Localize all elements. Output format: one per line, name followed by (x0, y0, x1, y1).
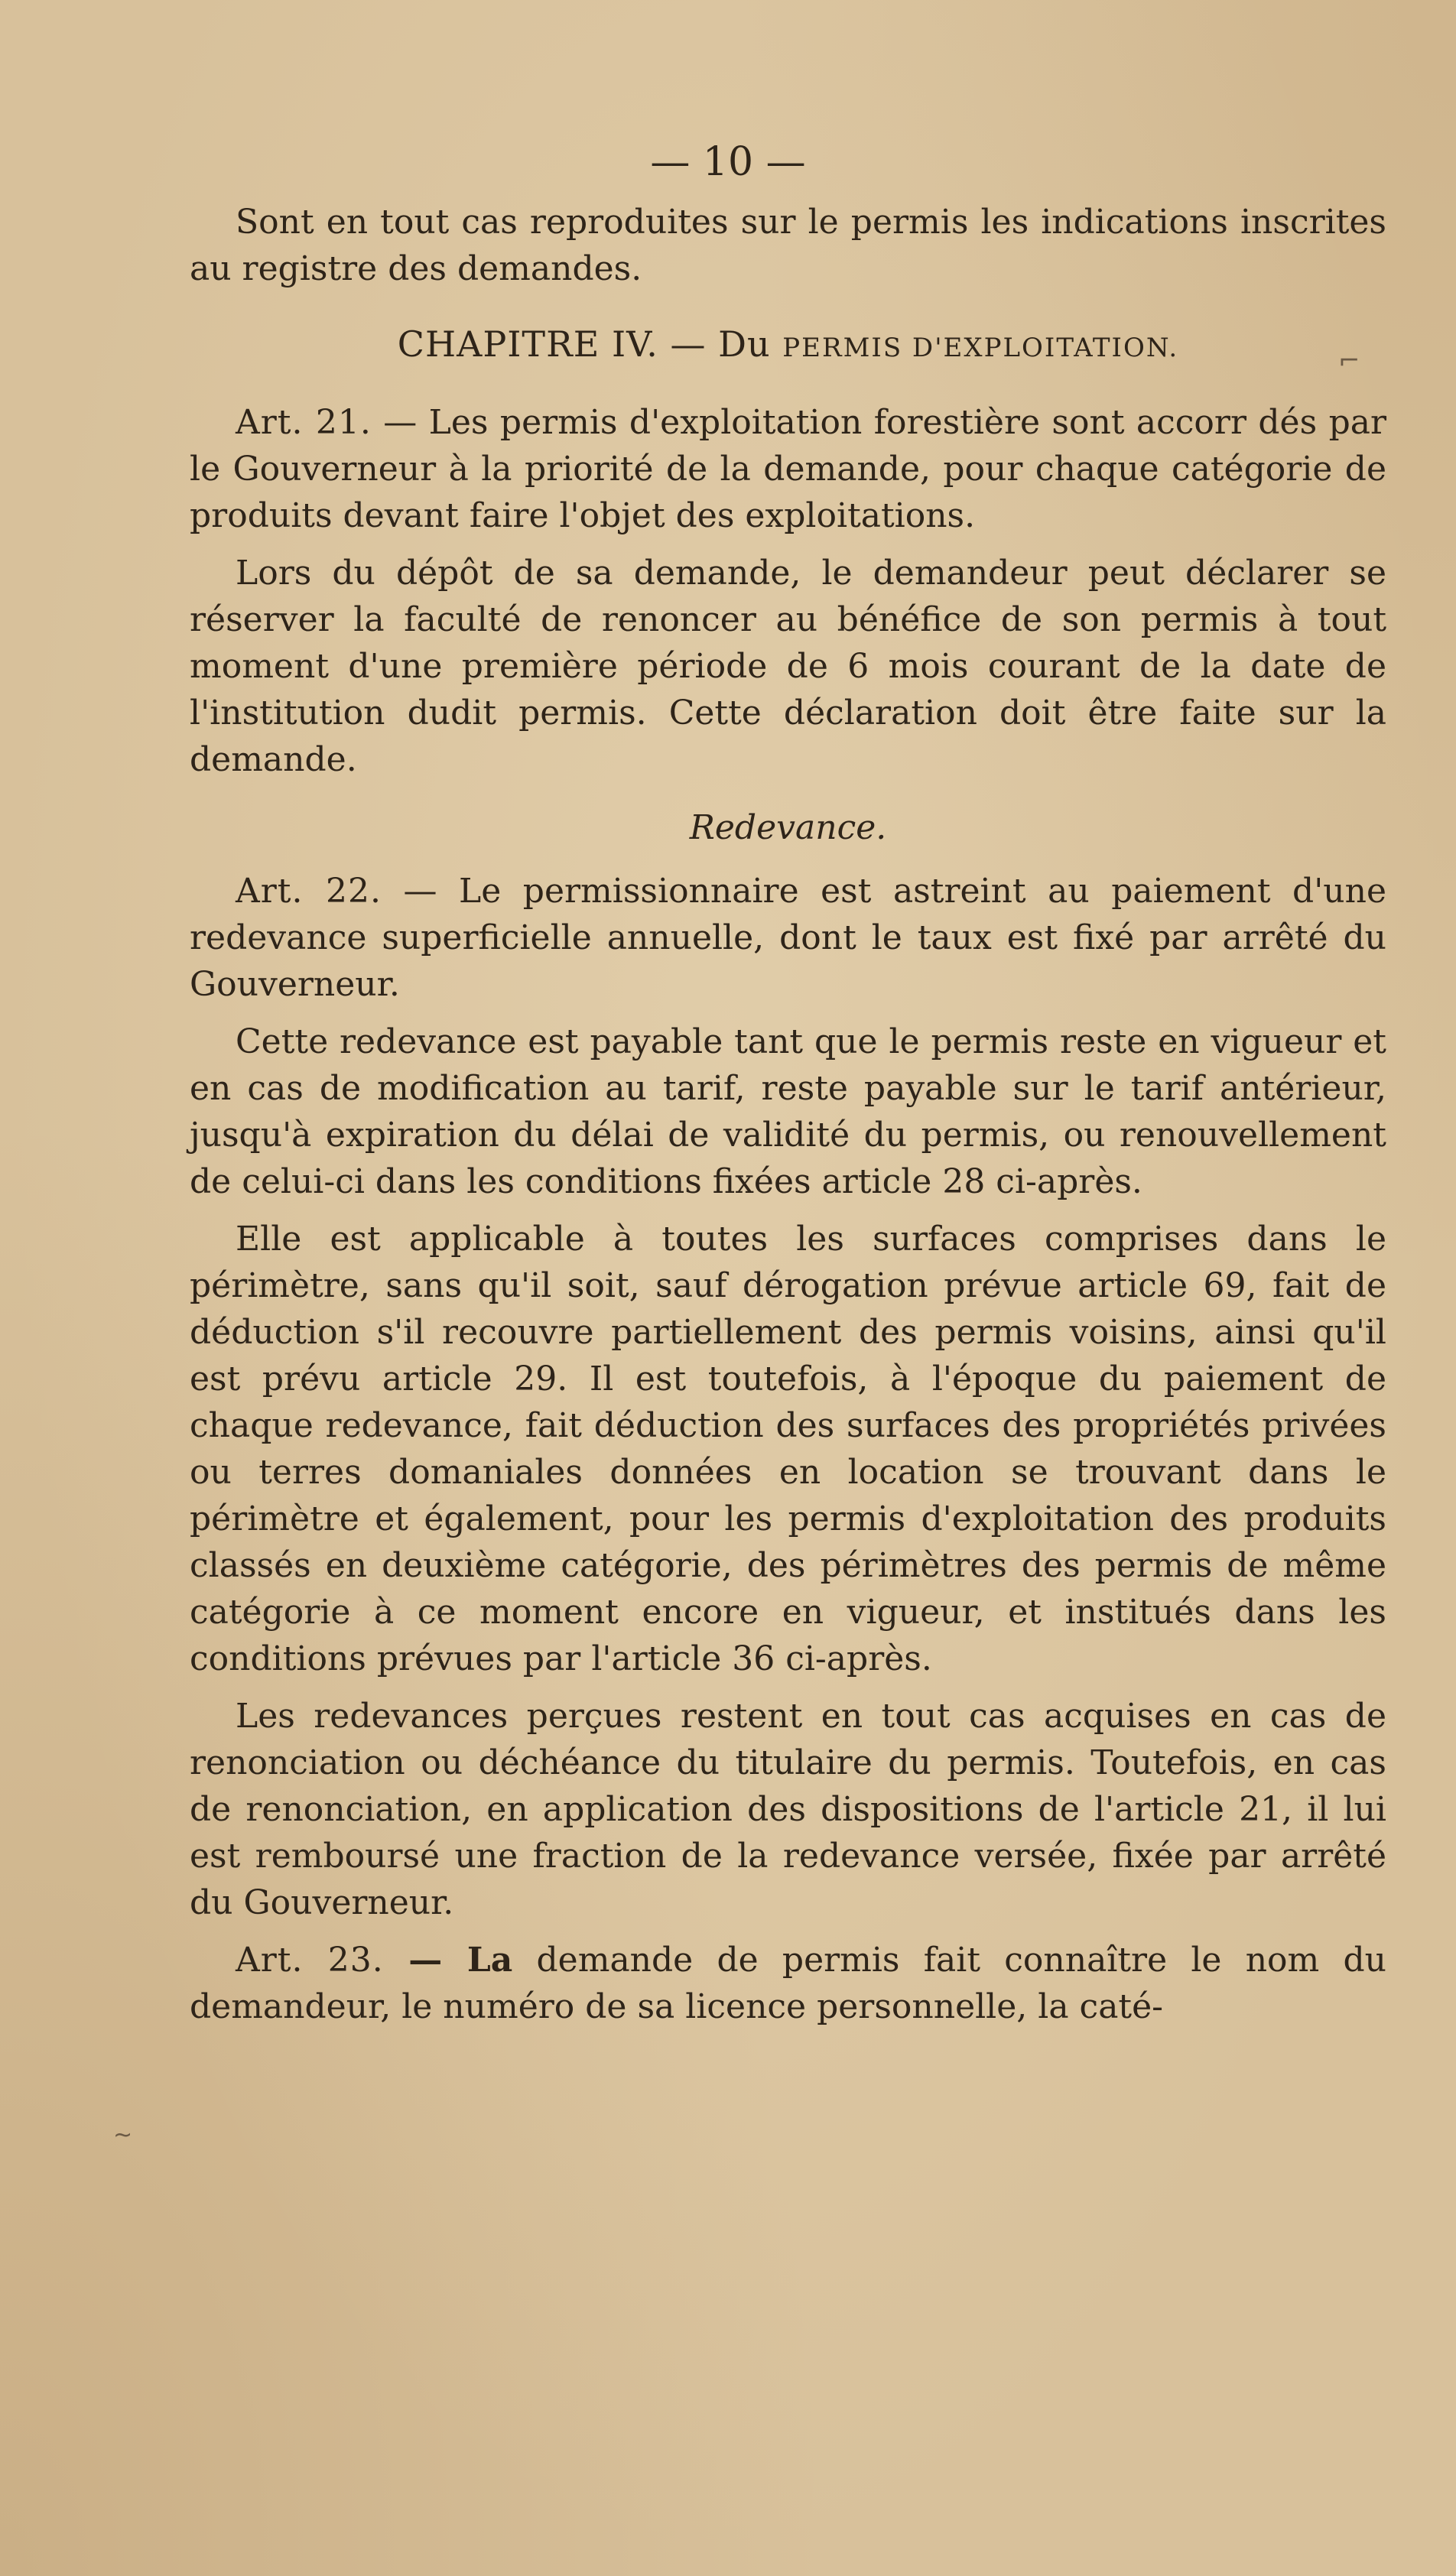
article-22-text: — Le permissionnaire est astreint au paiement d'une redevance superficielle annuelle, dont le taux est fixé par arrêté du Gouverneur. (190, 872, 1387, 1004)
article-23-number: Art. 23. (236, 1941, 384, 1980)
article-23-text: demande de permis fait connaître le nom du demandeur, le numéro de sa licence personnelle, la caté- (190, 1941, 1386, 2026)
paragraph-cette-redevance: Cette redevance est payable tant que le permis reste en vigueur et en cas de modification au tarif, reste payable sur le tarif antérieur, jusqu'à expiration du délai de validité du permis, ou renouvellement de celui-ci dans les conditions fixées article 28 ci-après. (190, 1022, 1386, 1201)
paragraph-lors-du-depot: Lors du dépôt de sa demande, le demandeur peut déclarer se réserver la faculté de renoncer au bénéfice de son permis à tout moment d'une première période de 6 mois courant de la date de l'institution dudit permis. Cette déclaration doit être faite sur la demande. (190, 554, 1386, 779)
chapter-title: PERMIS D'EXPLOITATION. (782, 333, 1179, 363)
article-21-text: — Les permis d'exploitation forestière sont accorr dés par le Gouverneur à la priorité de la demande, pour chaque catégorie de produits devant faire l'objet des exploitations. (190, 403, 1386, 535)
chapter-heading (190, 321, 1386, 372)
paragraph-elle-est-applicable: Elle est applicable à toutes les surfaces comprises dans le périmètre, sans qu'il soit, sauf dérogation prévue article 69, fait de déduction s'il recouvre partiellement des permis voisins, ainsi qu'il est prévu article 29. Il est toutefois, à l'époque du paiement de chaque redevance, fait déduction des surfaces des propriétés privées ou terres domaniales données en location se trouvant dans le périmètre et également, pour les permis d'exploitation des produits classés en deuxième catégorie, des périmètres des permis de même catégorie à ce moment encore en vigueur, et institués dans les conditions prévues par l'article 36 ci-après. (190, 1220, 1386, 1678)
stray-mark-icon: ~ (113, 2122, 133, 2149)
page-number: — 10 — (650, 139, 806, 185)
article-21 (190, 399, 1386, 539)
article-23-lead: — La (383, 1941, 513, 1980)
stray-mark-icon: ⌐ (1338, 346, 1360, 376)
article-22-number: Art. 22. (236, 872, 382, 911)
paragraph-les-redevances: Les redevances perçues restent en tout cas acquises en cas de renonciation ou déchéance du titulaire du permis. Toutefois, en cas de renonciation, en application des dispositions de l'article 21, il lui est remboursé une fraction de la redevance versée, fixée par arrêté du Gouverneur. (190, 1697, 1386, 1922)
article-21-number: Art. 21. (236, 403, 372, 442)
document-body (190, 138, 1386, 2030)
paragraph-indications: Sont en tout cas reproduites sur le permis les indications inscrites au registre des demandes. (190, 203, 1386, 288)
section-heading-redevance: Redevance. (689, 808, 887, 847)
article-23 (190, 1937, 1386, 2030)
article-22 (190, 868, 1386, 1008)
chapter-label: CHAPITRE IV. — Du (397, 323, 783, 365)
